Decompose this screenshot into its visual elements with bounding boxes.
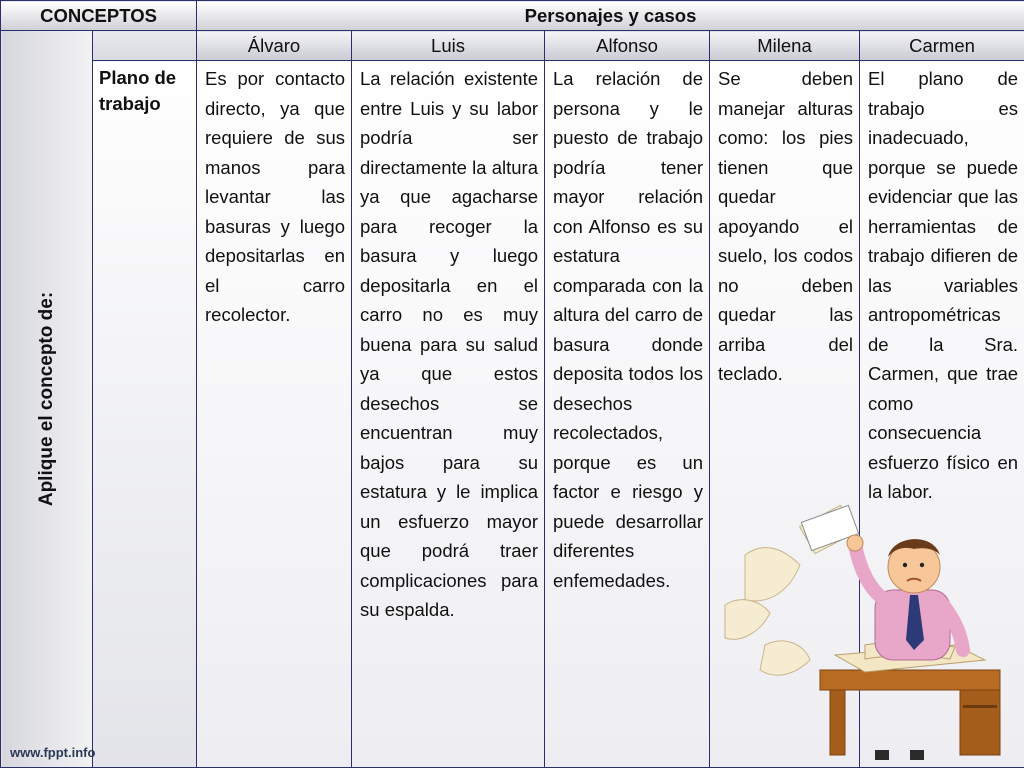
cell-alvaro: Es por contacto directo, ya que requiere de sus manos para levantar las basuras y luego depositarlas en el carro recolector. (197, 61, 352, 768)
cell-luis: La relación existente entre Luis y su labor podría ser directamente la altura ya que agacharse para recoger la basura y luego depositarla en el carro no es muy buena para su salud ya que estos desechos se encuentran muy bajos para su estatura y le implica un esfuerzo mayor que podrá traer complicaciones para su espalda. (352, 61, 545, 768)
column-header-alvaro: Álvaro (197, 31, 352, 61)
header-characters-cases: Personajes y casos (197, 1, 1024, 31)
cell-carmen: El plano de trabajo es inadecuado, porque se puede evidenciar que las herramientas de trabajo difieren de las variables antropométricas de la Sra. Carmen, que trae como consecuencia esfuerzo físico en la labor. (860, 61, 1024, 768)
cell-alfonso: La relación de persona y le puesto de trabajo podría tener mayor relación con Alfonso es su estatura comparada con la altura del carro de basura donde deposita todos los desechos recolectados, porque es un factor e riesgo y puede desarrollar diferentes enfemedades. (545, 61, 710, 768)
footer-site: www.fppt.info (10, 745, 96, 760)
blank-header-cell (93, 31, 197, 61)
cell-milena: Se deben manejar alturas como: los pies tienen que quedar apoyando el suelo, los codos no deben quedar las arriba del teclado. (710, 61, 860, 768)
column-header-alfonso: Alfonso (545, 31, 710, 61)
stressed-office-worker-icon (705, 495, 1024, 768)
column-header-luis: Luis (352, 31, 545, 61)
column-header-carmen: Carmen (860, 31, 1024, 61)
side-label: Aplique el concepto de: (35, 291, 57, 507)
column-header-milena: Milena (710, 31, 860, 61)
header-concepts: CONCEPTOS (1, 1, 197, 31)
side-label-cell (1, 31, 96, 768)
row-label-work-plane: Plano de trabajo (93, 61, 197, 768)
